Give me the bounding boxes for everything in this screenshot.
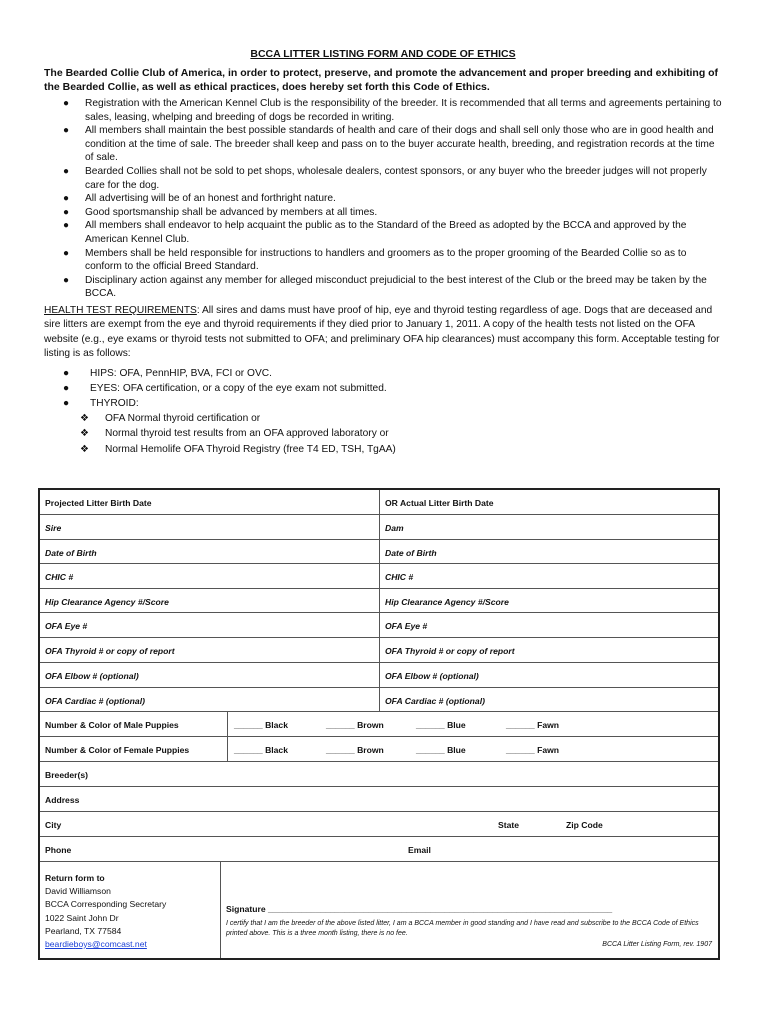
row-male-puppies[interactable] [40,712,718,737]
male-black[interactable]: ______ Black [234,720,288,730]
bullet-icon: ● [63,165,70,177]
female-black[interactable]: ______ Black [234,745,288,755]
signature-field[interactable]: Signature ________________________________________________________________________ [226,904,613,914]
sire-elbow-label: OFA Elbow # (optional) [45,671,139,681]
tests-list [44,366,722,412]
document-title: BCCA LITTER LISTING FORM AND CODE OF ETHICS [250,48,516,60]
email-label: Email [408,845,431,855]
column-divider [379,490,380,712]
sire-label: Sire [45,523,62,533]
diamond-icon: ❖ [80,428,89,440]
health-text: : All sires and dams must have proof of hip, eye and thyroid testing regardless of age. Dogs that are deceased and sire litters are exempt from the eye and thyroid requirements if they died prior to January 1, 2011. A copy of the health tests not listed on the OFA website (e.g., eye exams or thyroid tests not submitted to OFA; and preliminary OFA hip clearances) must accompany this form. Acceptable testing for listing is as follows: [44,304,720,360]
dam-elbow-label: OFA Elbow # (optional) [385,671,479,681]
row-female-puppies[interactable] [40,737,718,762]
revision-text: BCCA Litter Listing Form, rev. 1907 [602,941,712,948]
ethics-list [44,97,722,301]
female-brown[interactable]: ______ Brown [326,745,384,755]
row-address[interactable] [40,787,718,812]
puppies-divider [227,712,228,762]
dam-label: Dam [385,523,404,533]
list-item: ● All members shall endeavor to help acquaint the public as to the Standard of the Breed as adopted by the BCCA and approved by the American Kennel Club. [63,220,687,245]
list-item: ● HIPS: OFA, PennHIP, BVA, FCI or OVC. [44,366,722,381]
list-item: ● Bearded Collies shall not be sold to pet shops, wholesale dealers, contest sponsors, or any buyer who the breeder judges will not properly care for the dog. [63,165,707,191]
sire-hip-label: Hip Clearance Agency #/Score [45,596,169,607]
city-label: City [45,820,62,830]
return-heading: Return form to [45,873,105,883]
dam-thyroid-label: OFA Thyroid # or copy of report [385,646,515,656]
female-blue[interactable]: ______ Blue [416,745,466,755]
list-item: ● Disciplinary action against any member for alleged misconduct prejudicial to the best interest of the Club or the breed may be taken by the BCCA. [63,274,707,300]
male-puppies-label: Number & Color of Male Puppies [45,720,179,730]
list-item: ● All members shall maintain the best possible standards of health and care of their dogs and shall sell only those who are in good health and condition at the time of sale. The breeder shall keep and pass on to the buyer accurate health, breeding, and registration records at the time of sale. [63,125,715,164]
sire-eye-label: OFA Eye # [45,621,88,631]
list-item: ❖ Normal Hemolife OFA Thyroid Registry (free T4 ED, TSH, TgAA) [44,442,722,457]
bullet-icon: ● [63,206,70,218]
bullet-icon: ● [63,193,70,205]
state-label: State [498,820,520,830]
bullet-icon: ● [63,247,70,259]
diamond-icon: ❖ [80,413,89,425]
health-requirements [44,304,722,362]
dam-cardiac-label: OFA Cardiac # (optional) [385,695,485,706]
row-breeders[interactable] [40,762,718,787]
list-item: ● All advertising will be of an honest and forthright nature. [63,193,336,205]
litter-form [38,488,720,960]
bullet-icon: ● [63,220,70,232]
dam-eye-label: OFA Eye # [385,621,428,631]
return-email-link[interactable]: beardieboys@comcast.net [45,939,147,950]
list-item: ● THYROID: [44,396,722,411]
return-divider [220,862,221,958]
document-body [44,48,722,457]
sire-dob-label: Date of Birth [45,547,97,558]
thyroid-list [44,411,722,457]
return-address [45,872,166,951]
breeders-label: Breeder(s) [45,770,88,780]
intro-paragraph: The Bearded Collie Club of America, in order to protect, preserve, and promote the advancement and proper breeding and exhibiting of the Bearded Collie, as well as ethical practices, does hereby set forth this Code of Ethics. [44,67,719,93]
list-item: ● EYES: OFA certification, or a copy of the eye exam not submitted. [44,381,722,396]
male-fawn[interactable]: ______ Fawn [506,720,560,730]
male-brown[interactable]: ______ Brown [326,720,384,730]
bullet-icon: ● [63,367,70,379]
actual-birth-label: OR Actual Litter Birth Date [385,498,494,508]
list-item: ● Good sportsmanship shall be advanced by members at all times. [63,206,378,218]
row-city[interactable] [40,812,718,837]
return-line: David Williamson [45,886,111,897]
dam-hip-label: Hip Clearance Agency #/Score [385,596,509,607]
bullet-icon: ● [63,98,70,109]
list-item: ● Registration with the American Kennel Club is the responsibility of the breeder. It is recommended that all terms and agreements pertaining to sales, leasing, whelping and breeding of dogs be recorded in writing. [63,98,722,123]
list-item: ❖ OFA Normal thyroid certification or [44,411,722,426]
sire-chic-label: CHIC # [45,572,74,582]
dam-chic-label: CHIC # [385,572,414,582]
list-item: ● Members shall be held responsible for instructions to handlers and groomers as to the proper grooming of the Bearded Collie so as to conform to the official Breed Standard. [63,247,687,273]
row-phone[interactable] [40,837,718,862]
return-line: 1022 Saint John Dr [45,912,119,923]
dam-dob-label: Date of Birth [385,547,437,558]
sire-thyroid-label: OFA Thyroid # or copy of report [45,646,175,656]
zip-label: Zip Code [566,820,603,830]
projected-birth-label: Projected Litter Birth Date [45,498,152,508]
bullet-icon: ● [63,382,70,394]
list-item: ❖ Normal thyroid test results from an OFA approved laboratory or [44,426,722,441]
phone-label: Phone [45,845,72,855]
male-blue[interactable]: ______ Blue [416,720,466,730]
certification-text: I certify that I am the breeder of the above listed litter, I am a BCCA member in good standing and I have read and subscribe to the BCCA Code of Ethics printed above. This is a three month listing, there is no fee. [226,920,699,937]
sire-cardiac-label: OFA Cardiac # (optional) [45,695,145,706]
female-fawn[interactable]: ______ Fawn [506,745,560,755]
bullet-icon: ● [63,274,70,286]
return-line: BCCA Corresponding Secretary [45,899,167,910]
female-puppies-label: Number & Color of Female Puppies [45,745,190,755]
diamond-icon: ❖ [80,443,89,455]
return-line: Pearland, TX 77584 [45,925,122,936]
health-heading: HEALTH TEST REQUIREMENTS [44,304,197,316]
bullet-icon: ● [63,397,70,409]
bullet-icon: ● [63,125,70,137]
address-label: Address [45,795,80,805]
